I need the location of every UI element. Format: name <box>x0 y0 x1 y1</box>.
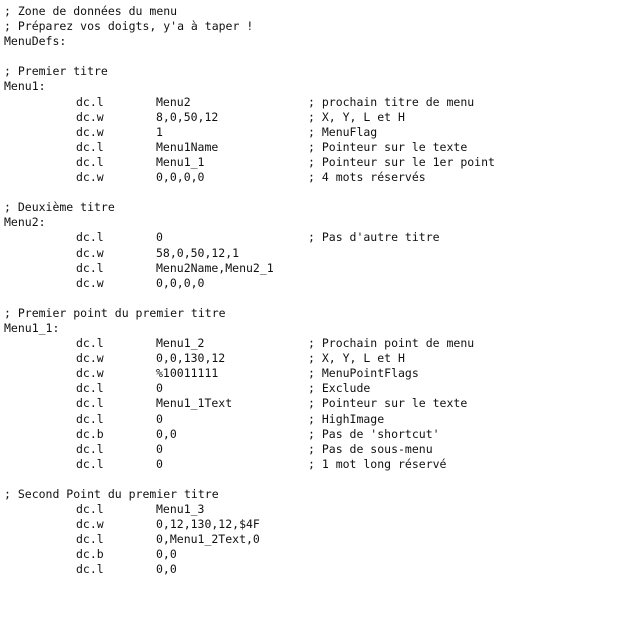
code-line <box>4 95 636 110</box>
code-line <box>4 276 636 291</box>
code-line <box>4 487 636 502</box>
comment: ; Pointeur sur le texte <box>308 396 468 411</box>
directive: dc.l <box>76 94 104 109</box>
code-line <box>4 79 636 94</box>
directive: dc.l <box>76 456 104 471</box>
operand: 0 <box>156 441 163 456</box>
directive: dc.l <box>76 441 104 456</box>
code-line <box>4 185 636 200</box>
code-line <box>4 19 636 34</box>
directive: dc.w <box>76 275 104 290</box>
code-line <box>4 64 636 79</box>
code-line <box>4 517 636 532</box>
assembly-listing <box>4 4 636 578</box>
code-line <box>4 472 636 487</box>
code-line <box>4 125 636 140</box>
directive: dc.w <box>76 517 104 532</box>
directive: dc.b <box>76 547 104 562</box>
code-line <box>4 110 636 125</box>
code-line <box>4 34 636 49</box>
directive: dc.w <box>76 351 104 366</box>
code-line <box>4 306 636 321</box>
directive: dc.b <box>76 426 104 441</box>
operand: Menu1_1Text <box>156 396 233 411</box>
comment: ; X, Y, L et H <box>308 109 405 124</box>
code-line <box>4 49 636 64</box>
comment: ; HighImage <box>308 411 385 426</box>
code-line <box>4 427 636 442</box>
comment: ; Zone de données du menu <box>4 4 178 18</box>
label: Menu1: <box>4 79 46 94</box>
label: Menu2: <box>4 215 46 230</box>
comment: ; Pas de 'shortcut' <box>308 426 440 441</box>
operand: 0,0,130,12 <box>156 351 226 366</box>
code-line <box>4 412 636 427</box>
operand: 0 <box>156 381 163 396</box>
operand: %10011111 <box>156 366 219 381</box>
code-line <box>4 351 636 366</box>
code-line <box>4 170 636 185</box>
operand: 0 <box>156 456 163 471</box>
code-line <box>4 396 636 411</box>
code-line <box>4 562 636 577</box>
code-line <box>4 4 636 19</box>
code-line <box>4 532 636 547</box>
comment: ; Prochain point de menu <box>308 336 475 351</box>
label: MenuDefs: <box>4 34 67 49</box>
comment: ; Second Point du premier titre <box>4 487 219 501</box>
directive: dc.l <box>76 411 104 426</box>
comment: ; Premier point du premier titre <box>4 305 226 320</box>
directive: dc.w <box>76 366 104 381</box>
comment: ; X, Y, L et H <box>308 351 405 366</box>
directive: dc.l <box>76 154 104 169</box>
code-line <box>4 230 636 245</box>
comment: ; Premier titre <box>4 64 108 79</box>
directive: dc.l <box>76 230 104 245</box>
directive: dc.l <box>76 396 104 411</box>
code-line <box>4 442 636 457</box>
operand: 8,0,50,12 <box>156 109 219 124</box>
comment: ; prochain titre de menu <box>308 94 475 109</box>
operand: Menu2Name,Menu2_1 <box>156 260 274 275</box>
comment: ; Préparez vos doigts, y'a à taper ! <box>4 19 254 34</box>
code-line <box>4 457 636 472</box>
operand: Menu1_1 <box>156 154 205 169</box>
comment: ; MenuPointFlags <box>308 366 419 381</box>
comment: ; 4 mots réservés <box>308 170 426 185</box>
operand: 58,0,50,12,1 <box>156 245 240 260</box>
code-line <box>4 261 636 276</box>
code-line <box>4 246 636 261</box>
directive: dc.l <box>76 139 104 154</box>
code-line <box>4 366 636 381</box>
code-line <box>4 336 636 351</box>
operand: 0,0 <box>156 562 177 577</box>
operand: Menu2 <box>156 94 191 109</box>
code-line <box>4 155 636 170</box>
label: Menu1_1: <box>4 320 60 335</box>
operand: 0 <box>156 411 163 426</box>
code-line <box>4 502 636 517</box>
operand: Menu1Name <box>156 139 219 154</box>
comment: ; Pas d'autre titre <box>308 230 440 245</box>
operand: 0,0 <box>156 426 177 441</box>
directive: dc.l <box>76 502 104 517</box>
comment: ; Exclude <box>308 381 371 396</box>
code-line <box>4 381 636 396</box>
directive: dc.w <box>76 124 104 139</box>
directive: dc.l <box>76 336 104 351</box>
operand: 1 <box>156 124 163 139</box>
comment: ; MenuFlag <box>308 124 378 139</box>
operand: 0,0 <box>156 547 177 562</box>
operand: Menu1_3 <box>156 502 205 517</box>
operand: 0 <box>156 230 163 245</box>
comment: ; Pointeur sur le 1er point <box>308 154 495 169</box>
operand: 0,0,0,0 <box>156 170 205 185</box>
code-line <box>4 140 636 155</box>
code-line <box>4 215 636 230</box>
comment: ; Pointeur sur le texte <box>308 139 468 154</box>
directive: dc.w <box>76 245 104 260</box>
directive: dc.l <box>76 260 104 275</box>
comment: ; 1 mot long réservé <box>308 456 447 471</box>
operand: 0,12,130,12,$4F <box>156 517 260 532</box>
comment: ; Deuxième titre <box>4 200 115 215</box>
comment: ; Pas de sous-menu <box>308 441 433 456</box>
directive: dc.l <box>76 381 104 396</box>
directive: dc.l <box>76 562 104 577</box>
directive: dc.l <box>76 532 104 547</box>
operand: Menu1_2 <box>156 336 205 351</box>
directive: dc.w <box>76 170 104 185</box>
operand: 0,Menu1_2Text,0 <box>156 532 260 547</box>
code-line <box>4 321 636 336</box>
directive: dc.w <box>76 109 104 124</box>
code-line <box>4 547 636 562</box>
operand: 0,0,0,0 <box>156 275 205 290</box>
code-line <box>4 291 636 306</box>
code-line <box>4 200 636 215</box>
